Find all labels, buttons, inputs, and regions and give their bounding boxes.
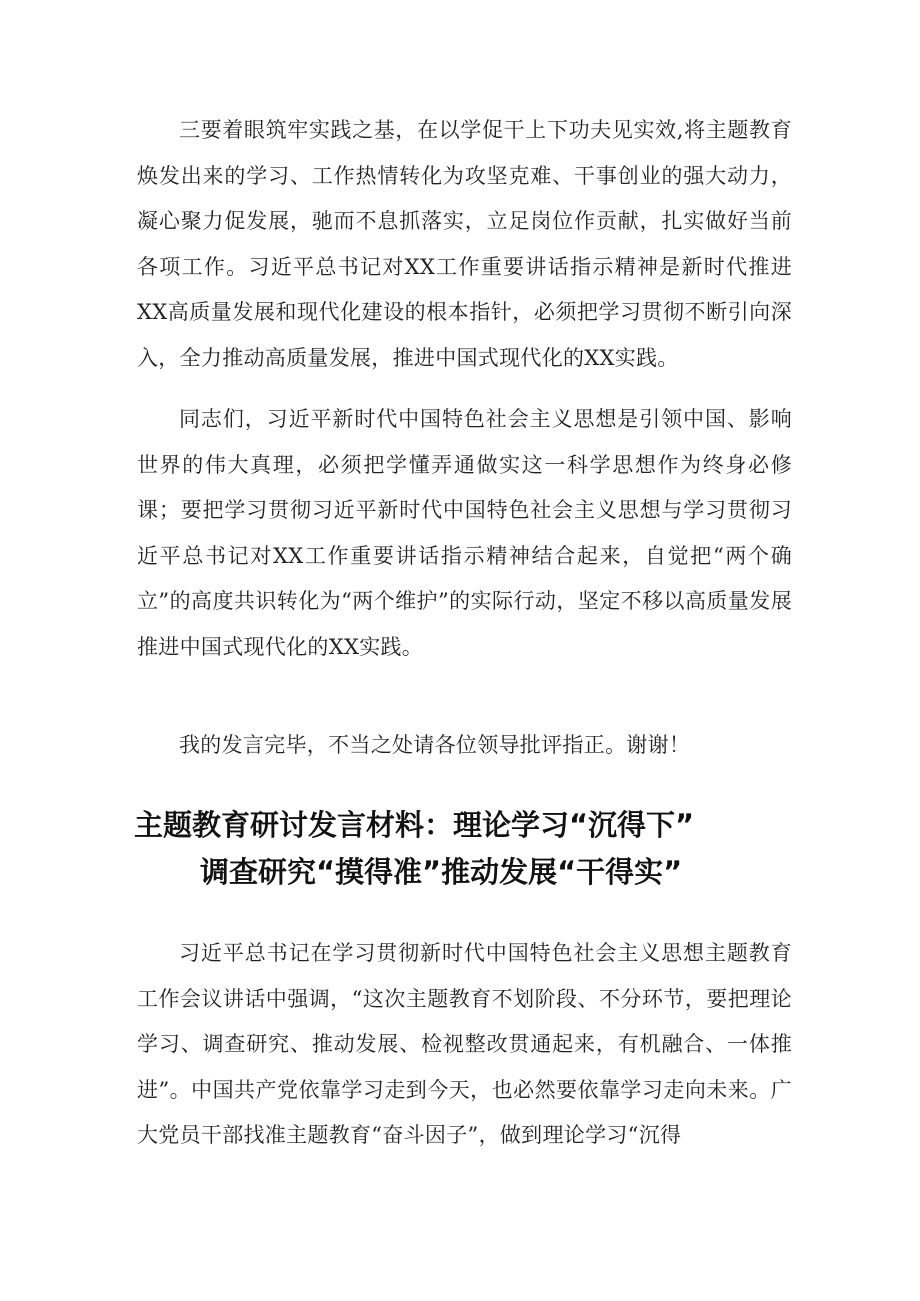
paragraph-closing-remarks: 我的发言完毕，不当之处请各位领导批评指正。谢谢！ [179,733,691,757]
paragraph-practice-foundation: 三要着眼筑牢实践之基，在以学促干上下功夫见实效,将主题教育焕发出来的学习、工作热情转化为攻坚克难、干事创业的强大动力，凝心聚力促发展，驰而不息抓落实，立足岗位作贡献，扎实做好当前各项工作。习近平总书记对XX工作重要讲话指示精神是新时代推进XX高质量发展和现代化建设的根本指针，必须把学习贯彻不断引向深入，全力推动高质量发展，推进中国式现代化的XX实践。 [137,118,792,370]
article-title-line-2: 调查研究“摸得准”推动发展“干得实” [200,855,683,889]
paragraph-article-body: 习近平总书记在学习贯彻新时代中国特色社会主义思想主题教育工作会议讲话中强调，“这次主题教育不划阶段、不分环节，要把理论学习、调查研究、推动发展、检视整改贯通起来，有机融合、一体推进”。中国共产党依靠学习走到今天，也必然要依靠学习走向未来。广大党员干部找准主题教育“奋斗因子”，做到理论学习“沉得 [137,941,792,1148]
paragraph-comrades: 同志们，习近平新时代中国特色社会主义思想是引领中国、影响世界的伟大真理，必须把学懂弄通做实这一科学思想作为终身必修课；要把学习贯彻习近平新时代中国特色社会主义思想与学习贯彻习近平总书记对XX工作重要讲话指示精神结合起来，自觉把“两个确立”的高度共识转化为“两个维护”的实际行动，坚定不移以高质量发展推进中国式现代化的XX实践。 [137,407,792,659]
article-title-line-1: 主题教育研讨发言材料：理论学习“沉得下” [134,808,695,842]
